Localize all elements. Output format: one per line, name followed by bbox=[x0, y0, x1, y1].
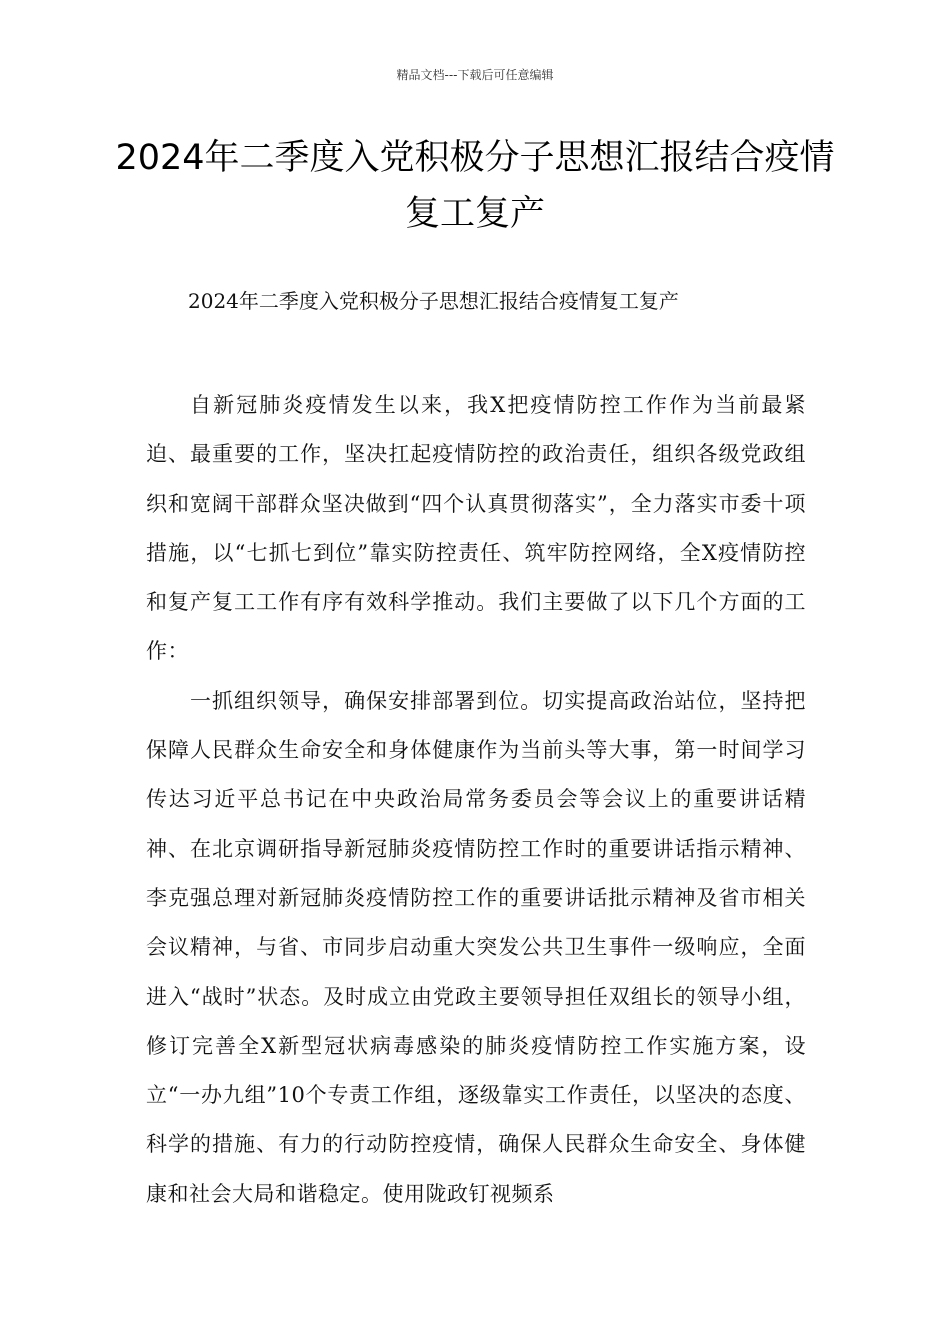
body-paragraph-1: 自新冠肺炎疫情发生以来，我X把疫情防控工作作为当前最紧迫、最重要的工作，坚决扛起疫情防控的政治责任，组织各级党政组织和宽阔干部群众坚决做到“四个认真贯彻落实”，全力落实市委十项措施，以“七抓七到位”靠实防控责任、筑牢防控网络，全X疫情防控和复产复工工作有序有效科学推动。我们主要做了以下几个方面的工作： bbox=[146, 393, 806, 664]
body-paragraph-2: 一抓组织领导，确保安排部署到位。切实提高政治站位，坚持把保障人民群众生命安全和身体健康作为当前头等大事，第一时间学习传达习近平总书记在中央政治局常务委员会等会议上的重要讲话精神、在北京调研指导新冠肺炎疫情防控工作时的重要讲话指示精神、李克强总理对新冠肺炎疫情防控工作的重要讲话批示精神及省市相关会议精神，与省、市同步启动重大突发公共卫生事件一级响应，全面进入“战时”状态。及时成立由党政主要领导担任双组长的领导小组，修订完善全X新型冠状病毒感染的肺炎疫情防控工作实施方案，设立“一办九组”10个专责工作组，逐级靠实工作责任，以坚决的态度、科学的措施、有力的行动防控疫情，确保人民群众生命安全、身体健康和社会大局和谐稳定。使用陇政钉视频系 bbox=[146, 688, 806, 1206]
page-header: 精品文档---下载后可任意编辑 bbox=[396, 68, 554, 82]
document-body bbox=[146, 381, 806, 1219]
document-title: 2024年二季度入党积极分子思想汇报结合疫情复工复产 bbox=[115, 138, 835, 234]
document-subtitle: 2024年二季度入党积极分子思想汇报结合疫情复工复产 bbox=[188, 289, 679, 313]
